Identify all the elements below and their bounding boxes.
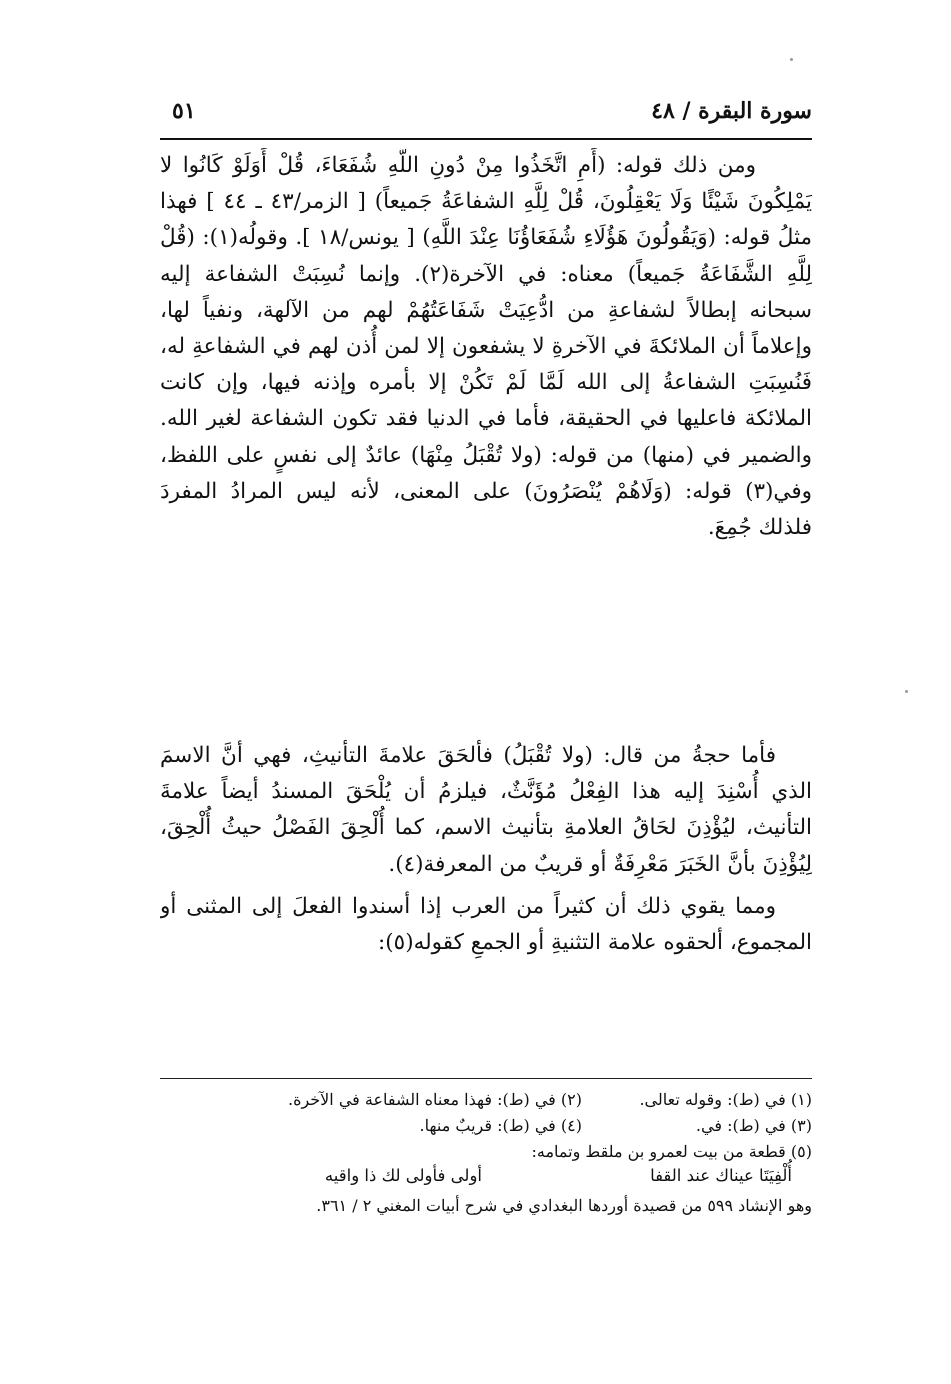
page-header [160, 98, 812, 132]
footnote-3: (٣) في (ط): في. [695, 1116, 812, 1135]
verse-second-hemistich: أولى فأولى لك ذا واقيه [324, 1166, 482, 1185]
footnote-5: (٥) قطعة من بيت لعمرو بن ملقط وتمامه: [531, 1142, 812, 1161]
footnote-1: (١) في (ط): وقوله تعالى. [639, 1090, 812, 1109]
footnote-row-1 [160, 1088, 812, 1114]
page-number: ٥١ [172, 98, 196, 124]
footnote-source: وهو الإنشاد ٥٩٩ من قصيدة أوردها البغدادي في شرح أبيات المغني ٢ / ٣٦١. [316, 1196, 812, 1215]
running-title: سورة البقرة / ٤٨ [651, 98, 812, 124]
main-text-block [160, 148, 812, 768]
paragraph-1: ومن ذلك قوله: (أَمِ اتَّخَذُوا مِنْ دُونِ اللَّهِ شُفَعَاءَ، قُلْ أَوَلَوْ كَانُوا لا يَمْلِكُونَ شَيْئًا وَلَا يَعْقِلُونَ، قُلْ لِلَّهِ الشفاعَةُ جَميعاً) [ الزمر/٤٣ ـ ٤٤ ] فهذا مثلُ قوله: (وَيَقُولُونَ هَؤُلَاءِ شُفَعَاؤُنَا عِنْدَ اللَّهِ) [ يونس/١٨ ]. وقولُه(١): (قُلْ لِلَّهِ الشَّفَاعَةُ جَميعاً) معناه: في الآخرة(٢). وإنما نُسِبَتْ الشفاعة إليه سبحانه إبطالاً لشفاعةِ من ادُّعِيَتْ شَفَاعَتُهُمْ لهم من الآلهة، ونفياً لها، وإعلاماً أن الملائكةَ في الآخرةِ لا يشفعون إلا لمن أُذن لهم في الشفاعةِ له، فَنُسِبَتِ الشفاعةُ إلى الله لَمَّا لَمْ تَكُنْ إلا بأمره وإذنه فيها، وإن كانت الملائكة فاعليها في الحقيقة، فأما في الدنيا فقد تكون الشفاعة لغير الله. والضمير في (منها) من قوله: (ولا تُقْبَلُ مِنْهَا) عائدٌ إلى نفسٍ على اللفظ، وفي(٣) قوله: (وَلَاهُمْ يُنْصَرُونَ) على المعنى، لأنه ليس المرادُ المفردَ فلذلك جُمِعَ. [160, 153, 812, 541]
footnote-2: (٢) في (ط): فهذا معناه الشفاعة في الآخرة. [287, 1090, 582, 1109]
poetry-verse [160, 1164, 812, 1192]
footnote-rule [160, 1078, 812, 1079]
footnote-4: (٤) في (ط): قريبٌ منها. [419, 1116, 582, 1135]
footnote-row-2 [160, 1114, 812, 1140]
scan-speck [905, 690, 908, 693]
header-rule [160, 138, 812, 140]
verse-first-hemistich: أُلْفِيَتَا عيناك عند القفا [650, 1166, 792, 1185]
paragraph-3: ومما يقوي ذلك أن كثيراً من العرب إذا أسندوا الفعلَ إلى المثنى أو المجموع، ألحقوه علامة التثنيةِ أو الجمعِ كقوله(٥): [160, 893, 812, 956]
footnotes [160, 1088, 812, 1288]
main-text-block-2 [160, 738, 812, 1078]
paragraph-2: فأما حجةُ من قال: (ولا تُقْبَلُ) فألحَقَ علامةَ التأنيثِ، فهي أنَّ الاسمَ الذي أُسْنِدَ إليه هذا الفِعْلُ مُؤَنَّثٌ، فيلزمُ أن يُلْحَقَ المسندُ أيضاً علامةَ التأنيث، ليُؤْذِنَ لحَاقُ العلامةِ بتأنيث الاسم، كما أُلْحِقَ الفَصْلُ حيثُ أُلْحِقَ، لِيُؤْذِنَ بأنَّ الخَبَرَ مَعْرِفَةٌ أو قريبٌ من المعرفة(٤). [160, 743, 812, 877]
scan-speck [790, 58, 793, 61]
